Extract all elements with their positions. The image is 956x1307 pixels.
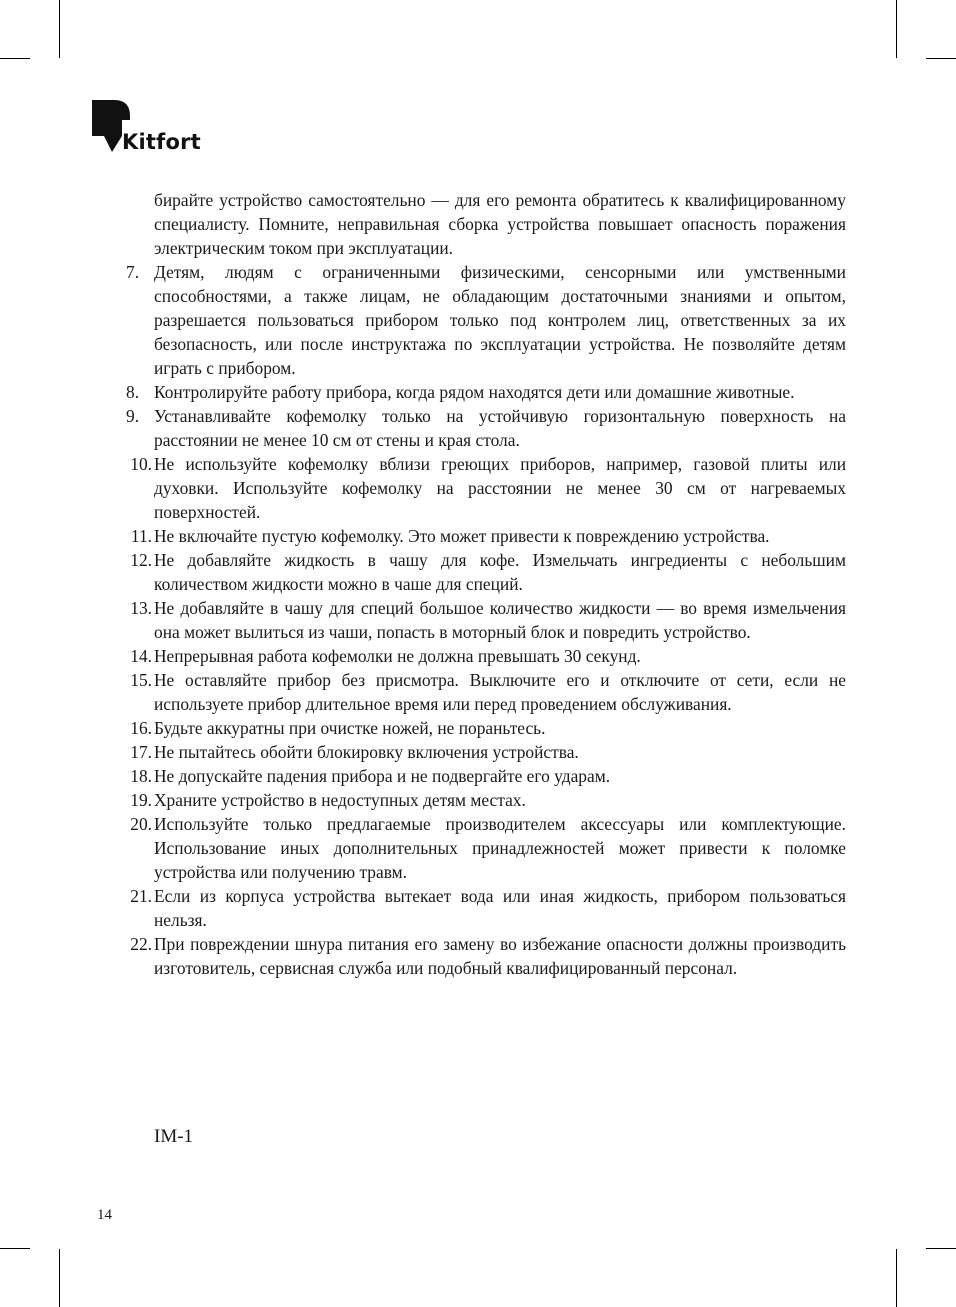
list-item [118, 740, 846, 764]
list-item [118, 764, 846, 788]
item-number: 19. [130, 790, 152, 810]
crop-mark-bottom-right-h [926, 1248, 956, 1249]
item-text: Не оставляйте прибор без присмотра. Выключите его и отключите от сети, если не используете прибор длительное время или перед проведением обслуживания. [154, 670, 846, 714]
item-text: Не добавляйте жидкость в чашу для кофе. Измельчать ингредиенты с небольшим количеством жидкости можно в чаше для специй. [154, 550, 846, 594]
item-number: 17. [130, 742, 152, 762]
item-text: Не допускайте падения прибора и не подвергайте его ударам. [154, 766, 611, 786]
item-number: 12. [130, 550, 152, 570]
item-number: 22. [130, 934, 152, 954]
item-number: 9. [126, 406, 140, 426]
item-number: 20. [130, 814, 152, 834]
list-item [118, 716, 846, 740]
item-number: 8. [126, 382, 140, 402]
item-text: Если из корпуса устройства вытекает вода или иная жидкость, прибором пользоваться нельзя. [154, 886, 846, 930]
item-text: Используйте только предлагаемые производителем аксессуары или комплектующие. Использование иных дополнительных принадлежностей может привести к поломке устройства или получению травм. [154, 814, 846, 882]
manual-code: IM-1 [154, 1126, 194, 1147]
item-number: 7. [126, 262, 140, 282]
item-text: Детям, людям с ограниченными физическими, сенсорными или умственными способностями, а также лицам, не обладающим достаточными знаниями и опытом, разрешается пользоваться прибором только под контролем лиц, ответственных за их безопасность, или после инструктажа по эксплуатации устройства. Не позволяйте детям играть с прибором. [154, 262, 846, 378]
item-text: Храните устройство в недоступных детям местах. [154, 790, 526, 810]
crop-mark-top-right [896, 0, 897, 58]
list-item [118, 380, 846, 404]
item-text: Не используйте кофемолку вблизи греющих приборов, например, газовой плиты или духовки. Используйте кофемолку на расстоянии не менее 30 см от нагреваемых поверхностей. [154, 454, 846, 522]
item-text: Не добавляйте в чашу для специй большое количество жидкости — во время измельчения она может вылиться из чаши, попасть в моторный блок и повредить устройство. [154, 598, 846, 642]
item-text: Контролируйте работу прибора, когда рядом находятся дети или домашние животные. [154, 382, 795, 402]
list-item [118, 524, 846, 548]
item-number: 10. [130, 454, 152, 474]
item-number: 11. [130, 526, 152, 546]
page-number: 14 [97, 1207, 112, 1223]
crop-mark-top-right-h [926, 58, 956, 59]
brand-logo [92, 100, 202, 160]
item-number: 21. [130, 886, 152, 906]
list-item [118, 404, 846, 452]
list-item [118, 788, 846, 812]
item-text: Не пытайтесь обойти блокировку включения устройства. [154, 742, 579, 762]
item-number: 14. [130, 646, 152, 666]
crop-mark-bottom-right [896, 1249, 897, 1307]
item-number: 18. [130, 766, 152, 786]
crop-mark-top-left-h [0, 58, 30, 59]
list-item [118, 668, 846, 716]
list-item [118, 812, 846, 884]
list-item [118, 884, 846, 932]
item-text: При повреждении шнура питания его замену во избежание опасности должны производить изготовитель, сервисная служба или подобный квалифицированный персонал. [154, 934, 846, 978]
continuation-paragraph: бирайте устройство самостоятельно — для его ремонта обратитесь к квалифицированному специалисту. Помните, неправильная сборка устройства повышает опасность поражения электрическим током при эксплуатации. [154, 190, 846, 258]
item-number: 13. [130, 598, 152, 618]
item-number: 16. [130, 718, 152, 738]
item-text: Будьте аккуратны при очистке ножей, не пораньтесь. [154, 718, 546, 738]
crop-mark-bottom-left-h [0, 1248, 30, 1249]
item-number: 15. [130, 670, 152, 690]
crop-mark-bottom-left [59, 1249, 60, 1307]
item-text: Не включайте пустую кофемолку. Это может привести к повреждению устройства. [154, 526, 770, 546]
list-item [118, 932, 846, 980]
crop-mark-top-left [59, 0, 60, 58]
list-item [118, 644, 846, 668]
item-text: Непрерывная работа кофемолки не должна превышать 30 секунд. [154, 646, 641, 666]
list-item [118, 260, 846, 380]
instructions-body [118, 188, 846, 980]
list-item [118, 548, 846, 596]
safety-list [118, 260, 846, 980]
list-item [118, 596, 846, 644]
list-item [118, 452, 846, 524]
brand-name: Kitfort [122, 130, 201, 154]
item-text: Устанавливайте кофемолку только на устойчивую горизонтальную поверхность на расстоянии не менее 10 см от стены и края стола. [154, 406, 846, 450]
